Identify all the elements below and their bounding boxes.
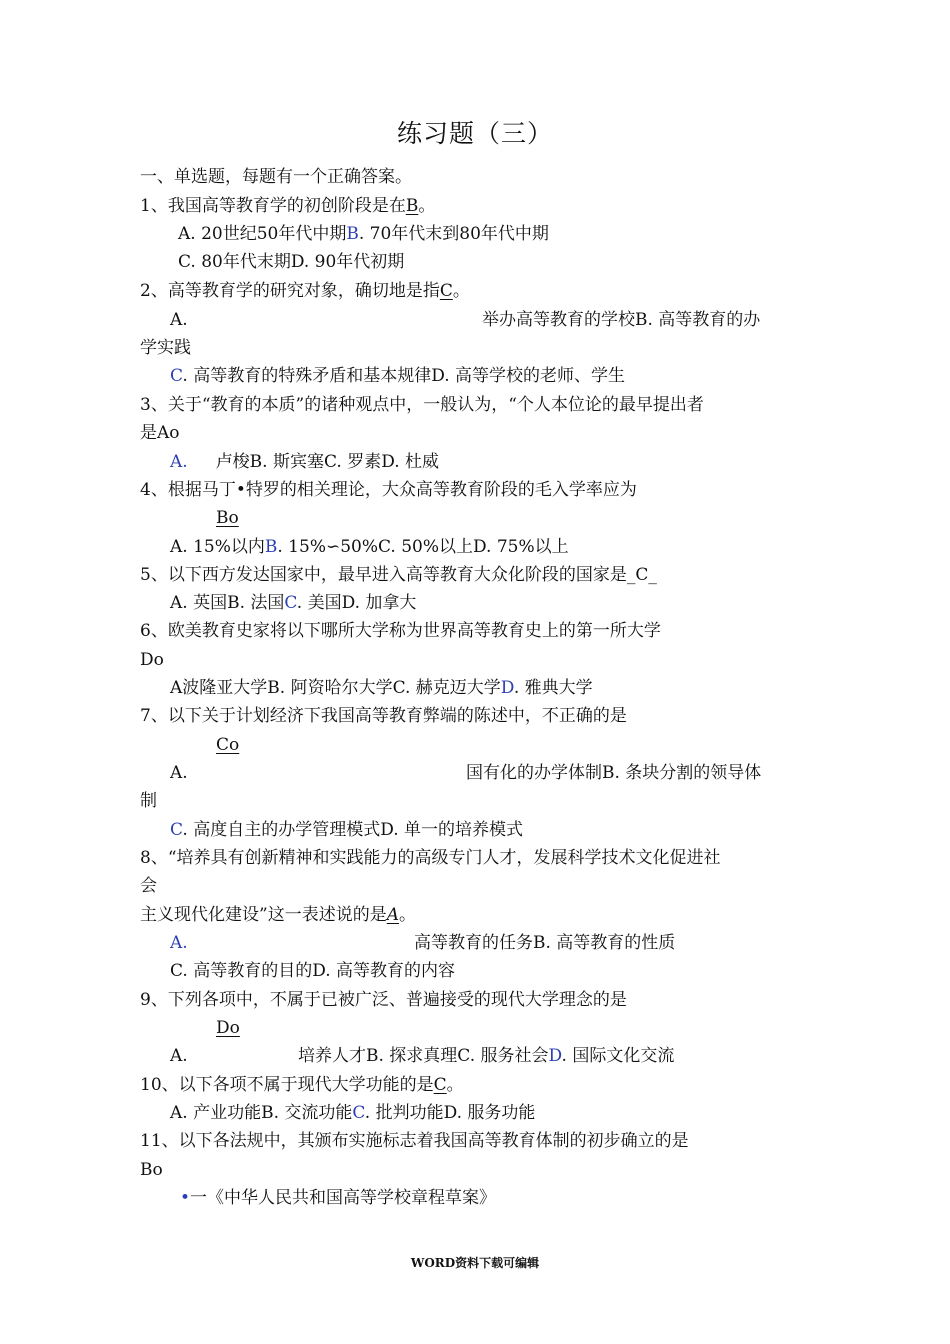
question-5-options: A. 英国B. 法国C. 美国D. 加拿大 xyxy=(170,593,417,613)
question-4-answer: Bo xyxy=(216,508,239,528)
question-4: 4、根据马丁•特罗的相关理论，大众高等教育阶段的毛入学率应为 xyxy=(140,480,637,500)
question-6-answer: Do xyxy=(140,650,164,670)
answer-blank: C xyxy=(433,1075,447,1095)
question-11-option: •一《中华人民共和国高等学校章程草案》 xyxy=(180,1188,497,1208)
bullet-icon: • xyxy=(180,1188,191,1208)
question-3-wrap: 是Ao xyxy=(140,423,180,443)
question-7-answer: Co xyxy=(216,735,240,755)
question-9-options: 培养人才B. 探求真理C. 服务社会D. 国际文化交流 xyxy=(298,1046,675,1066)
question-10: 10、以下各项不属于现代大学功能的是C。 xyxy=(140,1075,464,1095)
answer-blank: C xyxy=(439,281,453,301)
question-2-option-a-letter: A. xyxy=(170,310,188,330)
question-8-option-a-letter: A. xyxy=(170,933,188,953)
question-3: 3、关于“教育的本质”的诸种观点中，一般认为，“个人本位论的最早提出者 xyxy=(140,395,704,415)
question-7-options-ab-wrap: 制 xyxy=(140,791,157,811)
page-footer: WORD资料下载可编辑 xyxy=(410,1256,540,1270)
answer-blank: A xyxy=(386,905,399,925)
question-9-answer: Do xyxy=(216,1018,240,1038)
question-8-options-ab: 高等教育的任务B. 高等教育的性质 xyxy=(414,933,676,953)
question-2: 2、高等教育学的研究对象，确切地是指C。 xyxy=(140,281,470,301)
question-9-option-a-letter: A. xyxy=(170,1046,188,1066)
question-2-options-ab-wrap: 学实践 xyxy=(140,338,191,358)
question-8-continued: 主义现代化建设”这一表述说的是A。 xyxy=(140,905,416,925)
question-4-options: A. 15%以内B. 15%∽50%C. 50%以上D. 75%以上 xyxy=(170,537,569,557)
question-9: 9、下列各项中，不属于已被广泛、普遍接受的现代大学理念的是 xyxy=(140,990,627,1010)
question-1-options-ab: A. 20世纪50年代中期B. 70年代末到80年代中期 xyxy=(178,224,549,244)
question-6-options: A波隆亚大学B. 阿资哈尔大学C. 赫克迈大学D. 雅典大学 xyxy=(170,678,593,698)
answer-blank: B xyxy=(405,196,419,216)
question-1-options-cd: C. 80年代末期D. 90年代初期 xyxy=(178,252,405,272)
question-7-option-a-letter: A. xyxy=(170,763,188,783)
question-text: 1、我国高等教育学的初创阶段是在 xyxy=(140,196,406,216)
question-6: 6、欧美教育史家将以下哪所大学称为世界高等教育史上的第一所大学 xyxy=(140,621,661,641)
question-7-options-cd: C. 高度自主的办学管理模式D. 单一的培养模式 xyxy=(170,820,524,840)
page-title: 练习题（三） xyxy=(396,119,553,148)
question-1: 1、我国高等教育学的初创阶段是在B。 xyxy=(140,196,436,216)
question-8: 8、“培养具有创新精神和实践能力的高级专门人才，发展科学技术文化促进社 xyxy=(140,848,721,868)
question-11: 11、以下各法规中，其颁布实施标志着我国高等教育体制的初步确立的是 xyxy=(140,1131,689,1151)
question-3-options: A. 卢梭B. 斯宾塞C. 罗素D. 杜威 xyxy=(170,452,440,472)
question-7: 7、以下关于计划经济下我国高等教育弊端的陈述中，不正确的是 xyxy=(140,706,627,726)
question-10-options: A. 产业功能B. 交流功能C. 批判功能D. 服务功能 xyxy=(170,1103,536,1123)
question-7-options-ab: 国有化的办学体制B. 条块分割的领导体 xyxy=(466,763,762,783)
question-11-answer: Bo xyxy=(140,1160,163,1180)
question-2-options-cd: C. 高等教育的特殊矛盾和基本规律D. 高等学校的老师、学生 xyxy=(170,366,626,386)
question-5: 5、以下西方发达国家中，最早进入高等教育大众化阶段的国家是_C_ xyxy=(140,565,657,585)
question-8-wrap: 会 xyxy=(140,876,157,896)
section-heading: 一、单选题，每题有一个正确答案。 xyxy=(140,167,412,187)
question-2-options-ab: 举办高等教育的学校B. 高等教育的办 xyxy=(482,310,761,330)
question-8-options-cd: C. 高等教育的目的D. 高等教育的内容 xyxy=(170,961,456,981)
